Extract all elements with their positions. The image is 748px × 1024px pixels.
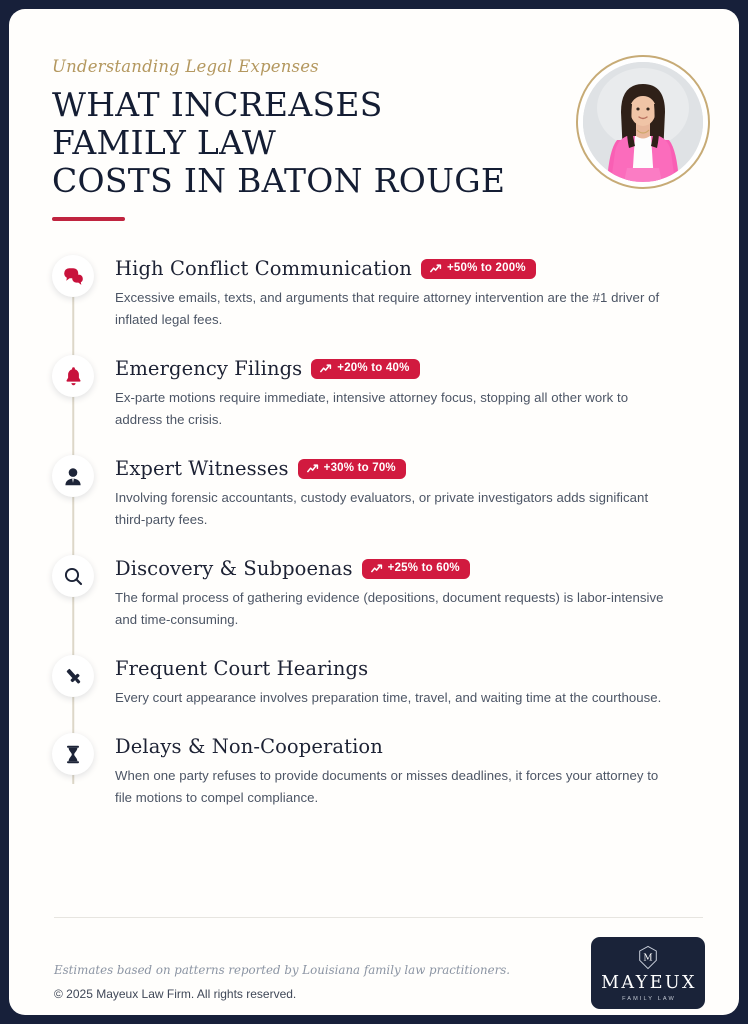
speech-bubbles-icon [63,267,84,286]
footer [54,937,705,1009]
list-item-title: Emergency Filings [115,357,303,380]
list-item-description: Excessive emails, texts, and arguments that require attorney intervention are the #1 driver of inflated legal fees. [115,290,660,327]
list-item [52,355,705,431]
timeline-marker-column [52,255,94,297]
list-item-header [115,456,705,482]
list-item [52,455,705,531]
marker-high-conflict-communication [52,255,94,297]
list-item-content [94,733,705,809]
list-item [52,733,705,809]
list-item-title: High Conflict Communication [115,257,412,280]
timeline-marker-column [52,733,94,775]
list-item [52,255,705,331]
trend-up-icon [371,564,383,573]
status-badge [362,559,470,580]
list-item-header [115,656,705,682]
marker-discovery-subpoenas [52,555,94,597]
footer-text-block [54,960,510,1009]
list-item-description: Ex-parte motions require immediate, intensive attorney focus, stopping all other work to address the crisis. [115,390,629,427]
list-item-description: The formal process of gathering evidence (depositions, document requests) is labor-intensive and time-consuming. [115,590,664,627]
list-item-content [94,355,705,431]
list-item-content [94,655,705,709]
status-badge [311,359,419,380]
trend-up-icon [307,464,319,473]
trend-up-icon [320,364,332,373]
list-item-content [94,255,705,331]
marker-expert-witnesses [52,455,94,497]
infographic-card [9,9,739,1015]
list-item-description: Every court appearance involves preparation time, travel, and waiting time at the courthouse. [115,690,662,705]
page-title: WHAT INCREASES FAMILY LAW COSTS IN BATON ROUGE [52,85,506,200]
list-item-title: Discovery & Subpoenas [115,557,353,580]
gavel-icon [64,667,83,686]
timeline-marker-column [52,655,94,697]
magnifier-icon [64,567,83,586]
timeline-marker-column [52,555,94,597]
title-accent-rule [52,217,125,221]
hexagon-monogram-icon [637,945,659,970]
footer-disclaimer: Estimates based on patterns reported by Louisiana family law practitioners. [54,963,511,977]
status-badge-label: +20% to 40% [337,361,410,374]
cost-factor-list [52,255,705,809]
eyebrow-text: Understanding Legal Expenses [52,57,319,76]
list-item [52,655,705,709]
status-badge-label: +50% to 200% [446,261,526,274]
list-item-title: Frequent Court Hearings [115,657,369,680]
marker-delays-non-cooperation [52,733,94,775]
status-badge-label: +30% to 70% [323,461,396,474]
marker-frequent-court-hearings [52,655,94,697]
list-item-header [115,356,705,382]
svg-text:M: M [643,953,653,964]
list-item-header [115,256,705,282]
hourglass-icon [65,745,81,764]
footer-copyright: © 2025 Mayeux Law Firm. All rights reserved. [54,987,297,1001]
logo-wordmark: MAYEUX [601,972,697,993]
bell-icon [65,366,82,386]
list-item [52,555,705,631]
list-item-content [94,455,705,531]
list-item-title: Delays & Non-Cooperation [115,735,383,758]
avatar [576,55,710,189]
list-item-content [94,555,705,631]
timeline-marker-column [52,455,94,497]
status-badge [298,459,406,480]
status-badge-label: +25% to 60% [387,561,460,574]
list-item-title: Expert Witnesses [115,457,289,480]
list-item-header [115,734,705,760]
status-badge [421,259,536,280]
timeline-marker-column [52,355,94,397]
list-item-header [115,556,705,582]
list-item-description: Involving forensic accountants, custody evaluators, or private investigators adds significant third-party fees. [115,490,649,527]
list-item-description: When one party refuses to provide documents or misses deadlines, it forces your attorney to file motions to compel compliance. [115,768,659,805]
marker-emergency-filings [52,355,94,397]
brand-logo [591,937,705,1009]
portrait-image [583,62,703,182]
footer-divider [54,917,703,918]
trend-up-icon [430,264,442,273]
logo-tagline: FAMILY LAW [622,995,676,1002]
person-icon [64,467,82,486]
